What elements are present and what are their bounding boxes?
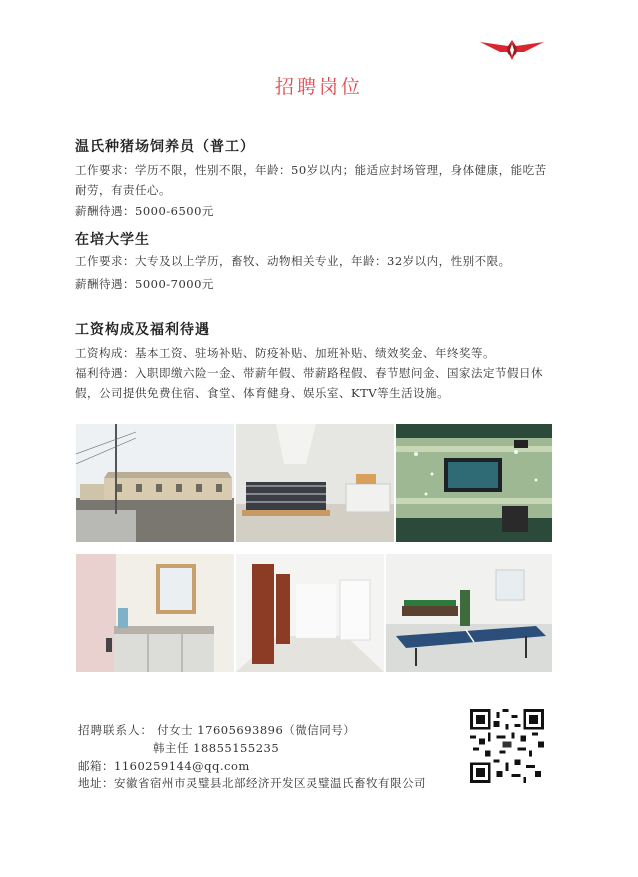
benefits-heading: 工资构成及福利待遇 (75, 322, 210, 338)
contact-line-1 (78, 722, 355, 738)
contact-email: 邮箱：1160259144@qq.com (78, 759, 250, 773)
contact-label: 招聘联系人： (78, 723, 153, 737)
position-1-salary: 薪酬待遇：5000-6500元 (75, 204, 214, 218)
position-1-heading: 温氏种猪场饲养员（普工） (75, 139, 255, 155)
welfare-text: 福利待遇：入职即缴六险一金、带薪年假、带薪路程假、春节慰问金、国家法定节假日休假，公司提供免费住宿、食堂、体育健身、娱乐室、KTV等生活设施。 (75, 366, 543, 400)
position-2-salary: 薪酬待遇：5000-7000元 (75, 277, 214, 291)
photo-grid (76, 424, 552, 672)
table-tennis-room-photo (386, 554, 552, 672)
salary-structure: 工资构成：基本工资、驻场补贴、防疫补贴、加班补贴、绩效奖金、年终奖等。 (75, 346, 495, 360)
company-logo (478, 32, 546, 66)
position-1-requirements: 工作要求：学历不限，性别不限，年龄：50岁以内；能适应封场管理，身体健康，能吃苦耐劳，有责任心。 (75, 163, 547, 197)
ktv-room-photo (396, 424, 552, 542)
position-2-requirements: 工作要求：大专及以上学历，畜牧、动物相关专业，年龄：32岁以内，性别不限。 (75, 254, 511, 268)
bedroom-photo (236, 424, 394, 542)
position-2-heading: 在培大学生 (75, 232, 150, 248)
hallway-photo (236, 554, 384, 672)
page-title: 招聘岗位 (274, 76, 363, 98)
contact-address: 地址：安徽省宿州市灵璧县北部经济开发区灵璧温氏畜牧有限公司 (78, 776, 426, 790)
contact-person-1: 付女士 17605693896（微信同号） (157, 723, 356, 737)
qr-code-icon (470, 709, 544, 783)
dormitory-exterior-photo (76, 424, 234, 542)
contact-person-2: 韩主任 18855155235 (153, 741, 280, 755)
kitchen-photo (76, 554, 234, 672)
